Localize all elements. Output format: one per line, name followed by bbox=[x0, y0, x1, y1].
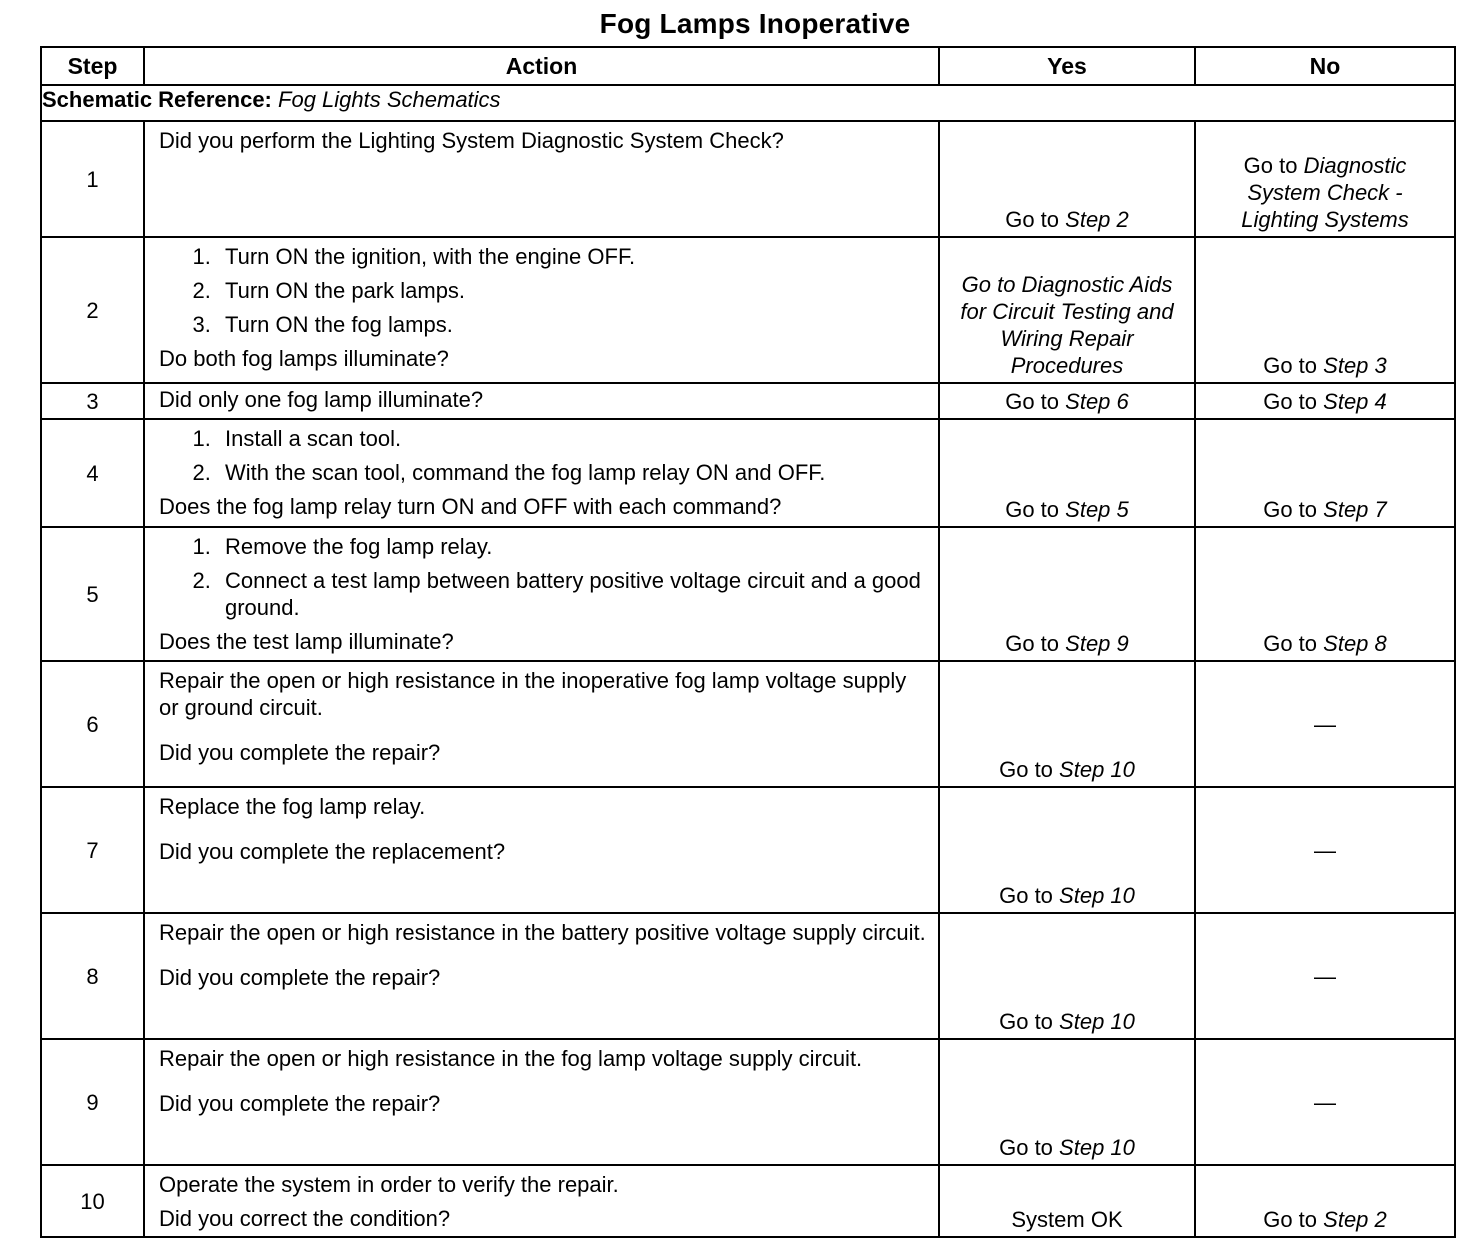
yes-prefix: Go to bbox=[999, 1009, 1053, 1034]
no-prefix: Go to bbox=[1243, 153, 1298, 178]
yes-cell bbox=[939, 1039, 1195, 1165]
yes-cell bbox=[939, 527, 1195, 661]
substep-item: 2. With the scan tool, command the fog lamp relay ON and OFF. bbox=[217, 459, 930, 486]
action-question: Did you complete the repair? bbox=[159, 1091, 441, 1116]
schematic-reference-row bbox=[41, 85, 1455, 121]
step-number: 5 bbox=[41, 527, 144, 661]
no-cell bbox=[1195, 419, 1455, 527]
no-link[interactable]: Diagnostic System Check - Lighting Systems bbox=[1241, 153, 1409, 232]
action-question: Do both fog lamps illuminate? bbox=[159, 346, 449, 371]
action-text: Did only one fog lamp illuminate? bbox=[159, 387, 484, 412]
table-row bbox=[41, 1039, 1455, 1165]
step-number: 6 bbox=[41, 661, 144, 787]
substep-item: 1. Install a scan tool. bbox=[217, 425, 930, 452]
yes-cell bbox=[939, 1165, 1195, 1237]
step-number: 7 bbox=[41, 787, 144, 913]
no-cell bbox=[1195, 1165, 1455, 1237]
yes-link[interactable]: Step 10 bbox=[1059, 1009, 1135, 1034]
action-text: Did you perform the Lighting System Diagnostic System Check? bbox=[159, 128, 784, 153]
action-question: Does the fog lamp relay turn ON and OFF with each command? bbox=[159, 494, 782, 519]
action-cell bbox=[144, 383, 939, 419]
step-number: 8 bbox=[41, 913, 144, 1039]
table-row bbox=[41, 787, 1455, 913]
no-prefix: Go to bbox=[1263, 353, 1318, 378]
header-step: Step bbox=[41, 47, 144, 85]
no-dash: — bbox=[1314, 838, 1336, 863]
action-question: Did you complete the replacement? bbox=[159, 839, 506, 864]
no-link[interactable]: Step 7 bbox=[1323, 497, 1387, 522]
no-cell bbox=[1195, 383, 1455, 419]
yes-prefix: Go to bbox=[1005, 389, 1060, 414]
yes-prefix: Go to bbox=[999, 883, 1053, 908]
no-prefix: Go to bbox=[1263, 389, 1318, 414]
no-dash: — bbox=[1314, 964, 1336, 989]
yes-cell bbox=[939, 661, 1195, 787]
no-prefix: Go to bbox=[1263, 1207, 1318, 1232]
yes-cell bbox=[939, 913, 1195, 1039]
yes-link[interactable]: Step 10 bbox=[1059, 757, 1135, 782]
step-number: 3 bbox=[41, 383, 144, 419]
no-link[interactable]: Step 2 bbox=[1323, 1207, 1387, 1232]
yes-prefix: Go to bbox=[1005, 631, 1060, 656]
no-prefix: Go to bbox=[1263, 497, 1318, 522]
action-cell bbox=[144, 527, 939, 661]
yes-link[interactable]: Step 10 bbox=[1059, 883, 1135, 908]
action-question: Did you complete the repair? bbox=[159, 965, 441, 990]
yes-prefix: Go to bbox=[1005, 497, 1060, 522]
no-prefix: Go to bbox=[1263, 631, 1318, 656]
header-action: Action bbox=[144, 47, 939, 85]
action-cell bbox=[144, 121, 939, 237]
substep-item: 1. Turn ON the ignition, with the engine OFF. bbox=[217, 243, 930, 270]
action-cell bbox=[144, 913, 939, 1039]
table-row bbox=[41, 237, 1455, 383]
yes-prefix: Go to bbox=[999, 1135, 1053, 1160]
step-number: 2 bbox=[41, 237, 144, 383]
action-text: Repair the open or high resistance in the fog lamp voltage supply circuit. bbox=[159, 1046, 863, 1071]
action-text: Repair the open or high resistance in the inoperative fog lamp voltage supply or ground circuit. bbox=[159, 668, 907, 720]
no-link[interactable]: Step 8 bbox=[1323, 631, 1387, 656]
yes-cell bbox=[939, 419, 1195, 527]
table-row bbox=[41, 527, 1455, 661]
no-cell bbox=[1195, 661, 1455, 787]
header-no: No bbox=[1195, 47, 1455, 85]
yes-link[interactable]: Step 9 bbox=[1065, 631, 1129, 656]
substep-list bbox=[159, 533, 930, 621]
step-number: 4 bbox=[41, 419, 144, 527]
schematic-label: Schematic Reference: bbox=[42, 87, 272, 112]
schematic-link[interactable]: Fog Lights Schematics bbox=[278, 87, 501, 112]
no-cell bbox=[1195, 237, 1455, 383]
yes-link[interactable]: Go to Diagnostic Aids for Circuit Testing and Wiring Repair Procedures bbox=[960, 272, 1174, 378]
yes-link[interactable]: Step 10 bbox=[1059, 1135, 1135, 1160]
step-number: 1 bbox=[41, 121, 144, 237]
action-cell bbox=[144, 661, 939, 787]
table-row bbox=[41, 1165, 1455, 1237]
table-row bbox=[41, 661, 1455, 787]
yes-prefix: Go to bbox=[1005, 207, 1060, 232]
yes-cell bbox=[939, 121, 1195, 237]
yes-cell bbox=[939, 383, 1195, 419]
action-cell bbox=[144, 1039, 939, 1165]
action-text: Repair the open or high resistance in the battery positive voltage supply circuit. bbox=[159, 920, 926, 945]
yes-link[interactable]: Step 5 bbox=[1065, 497, 1129, 522]
table-row bbox=[41, 121, 1455, 237]
action-cell bbox=[144, 419, 939, 527]
action-cell bbox=[144, 1165, 939, 1237]
step-number: 10 bbox=[41, 1165, 144, 1237]
no-dash: — bbox=[1314, 1090, 1336, 1115]
yes-prefix: Go to bbox=[999, 757, 1053, 782]
schematic-reference bbox=[41, 85, 1455, 121]
yes-link[interactable]: Step 6 bbox=[1065, 389, 1129, 414]
no-cell bbox=[1195, 1039, 1455, 1165]
substep-item: 2. Connect a test lamp between battery positive voltage circuit and a good ground. bbox=[217, 567, 930, 621]
table-row bbox=[41, 913, 1455, 1039]
no-cell bbox=[1195, 787, 1455, 913]
diagnostic-table bbox=[40, 46, 1456, 1238]
yes-cell bbox=[939, 237, 1195, 383]
table-row bbox=[41, 419, 1455, 527]
action-question: Does the test lamp illuminate? bbox=[159, 629, 454, 654]
no-link[interactable]: Step 4 bbox=[1323, 389, 1387, 414]
no-cell bbox=[1195, 121, 1455, 237]
yes-cell bbox=[939, 787, 1195, 913]
header-row bbox=[41, 47, 1455, 85]
substep-list bbox=[159, 425, 930, 486]
action-question: Did you correct the condition? bbox=[159, 1206, 451, 1231]
table-row bbox=[41, 383, 1455, 419]
page-title: Fog Lamps Inoperative bbox=[599, 8, 911, 39]
substep-list bbox=[159, 243, 930, 338]
action-question: Did you complete the repair? bbox=[159, 740, 441, 765]
action-cell bbox=[144, 787, 939, 913]
substep-item: 1. Remove the fog lamp relay. bbox=[217, 533, 930, 560]
no-link[interactable]: Step 3 bbox=[1323, 353, 1387, 378]
action-cell bbox=[144, 237, 939, 383]
action-text: Operate the system in order to verify the repair. bbox=[159, 1172, 619, 1197]
yes-link[interactable]: Step 2 bbox=[1065, 207, 1129, 232]
yes-text: System OK bbox=[1011, 1207, 1123, 1232]
substep-item: 2. Turn ON the park lamps. bbox=[217, 277, 930, 304]
no-dash: — bbox=[1314, 712, 1336, 737]
no-cell bbox=[1195, 527, 1455, 661]
no-cell bbox=[1195, 913, 1455, 1039]
step-number: 9 bbox=[41, 1039, 144, 1165]
header-yes: Yes bbox=[939, 47, 1195, 85]
action-text: Replace the fog lamp relay. bbox=[159, 794, 426, 819]
substep-item: 3. Turn ON the fog lamps. bbox=[217, 311, 930, 338]
